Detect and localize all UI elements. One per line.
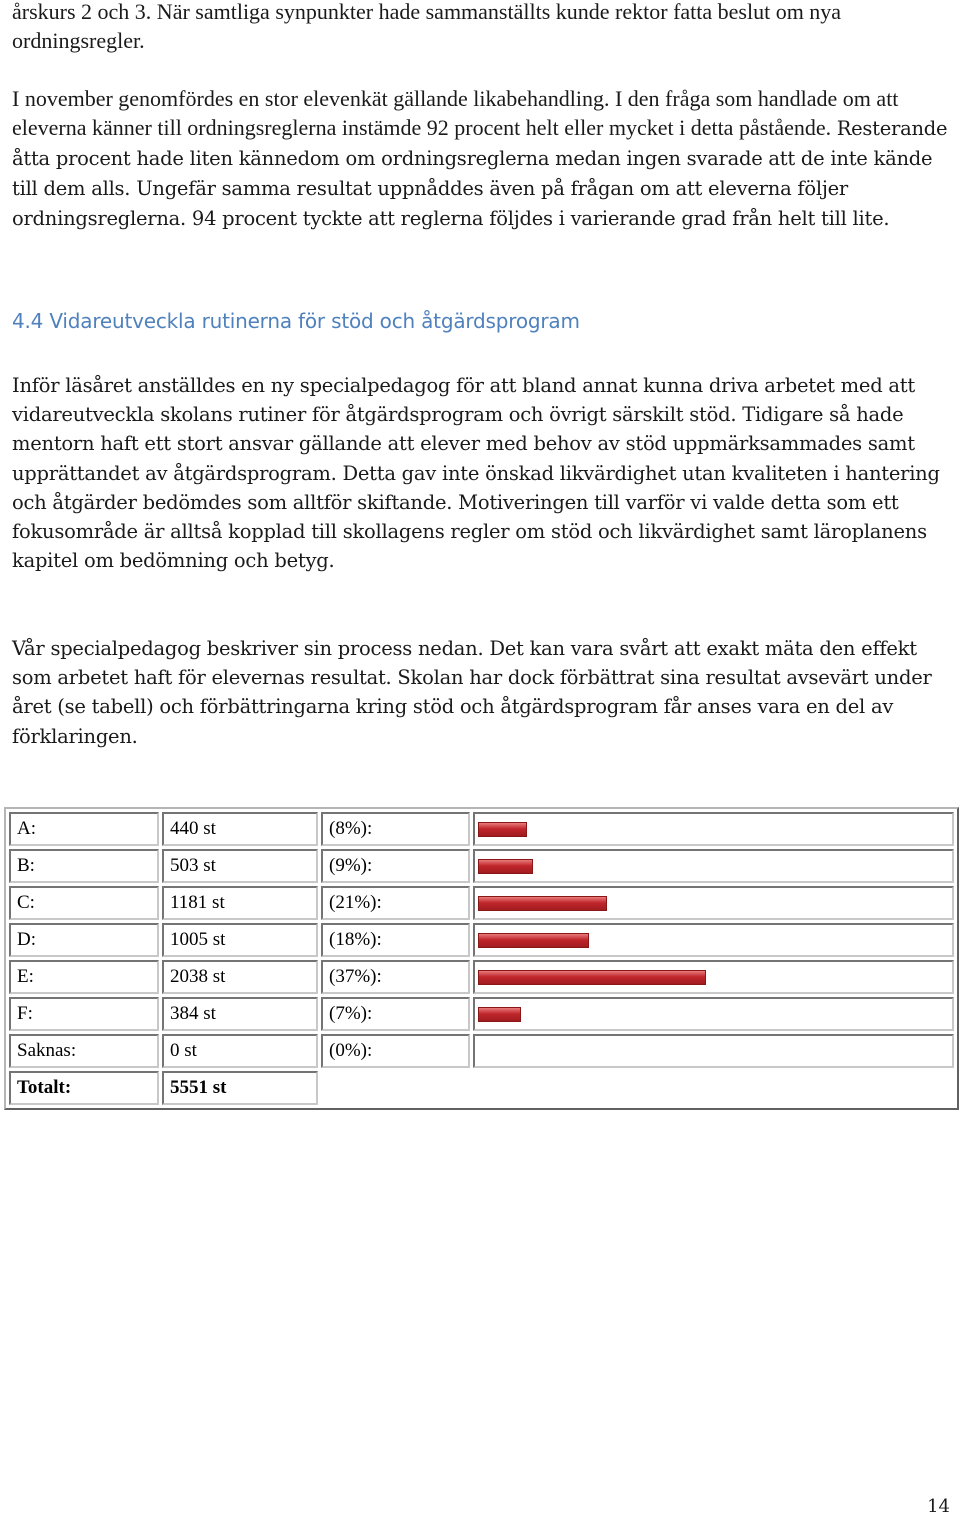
paragraph-survey-part2: Resterande åtta procent hade liten kännedom om ordningsreglerna medan ingen svarade att de inte kände till dem alls. Ungefär samma resultat uppnåddes även på frågan om att eleverna följer ordningsreglerna. 94 procent tyckte att reglerna följdes i varierande grad från helt till lite. — [12, 117, 948, 230]
count-cell: 384 st — [162, 997, 318, 1031]
table-row — [9, 923, 954, 957]
bar-cell — [473, 1034, 954, 1068]
total-empty-cell — [321, 1071, 470, 1105]
total-label: Totalt: — [9, 1071, 159, 1105]
grade-bar — [478, 970, 706, 985]
table-row — [9, 812, 954, 846]
count-cell: 0 st — [162, 1034, 318, 1068]
grades-table — [4, 807, 959, 1110]
grade-cell: F: — [9, 997, 159, 1031]
count-cell: 1181 st — [162, 886, 318, 920]
count-cell: 1005 st — [162, 923, 318, 957]
grade-bar — [478, 933, 589, 948]
grade-cell: B: — [9, 849, 159, 883]
count-cell: 440 st — [162, 812, 318, 846]
grade-cell: A: — [9, 812, 159, 846]
percent-cell: (37%): — [321, 960, 470, 994]
table-row — [9, 886, 954, 920]
section-heading: 4.4 Vidareutveckla rutinerna för stöd och åtgärdsprogram — [12, 309, 580, 333]
grade-bar — [478, 896, 607, 911]
table-row — [9, 1034, 954, 1068]
grade-cell: C: — [9, 886, 159, 920]
paragraph-section-process: Vår specialpedagog beskriver sin process nedan. Det kan vara svårt att exakt mäta den effekt som arbetet haft för elevernas resultat. Skolan har dock förbättrat sina resultat avsevärt under året (se tabell) och förbättringarna kring stöd och åtgärdsprogram får anses vara en del av förklaringen. — [12, 637, 932, 748]
table-row — [9, 997, 954, 1031]
percent-cell: (8%): — [321, 812, 470, 846]
table-row — [9, 849, 954, 883]
table-row — [9, 960, 954, 994]
grade-cell: E: — [9, 960, 159, 994]
table-total-row — [9, 1071, 954, 1105]
paragraph-survey — [12, 84, 948, 233]
bar-cell — [473, 997, 954, 1031]
grade-bar — [478, 1007, 521, 1022]
grade-bar — [478, 859, 533, 874]
bar-cell — [473, 960, 954, 994]
percent-cell: (9%): — [321, 849, 470, 883]
bar-cell — [473, 886, 954, 920]
paragraph-survey-part1: I november genomfördes en stor elevenkät gällande likabehandling. I den fråga som handlade om att eleverna känner till ordningsreglerna instämde 92 procent helt eller mycket i detta påstående. — [12, 86, 899, 140]
grade-cell: Saknas: — [9, 1034, 159, 1068]
percent-cell: (18%): — [321, 923, 470, 957]
percent-cell: (7%): — [321, 997, 470, 1031]
paragraph-intro-end: årskurs 2 och 3. När samtliga synpunkter hade sammanställts kunde rektor fatta beslut om nya ordningsregler. — [12, 0, 842, 53]
bar-cell — [473, 812, 954, 846]
bar-cell — [473, 923, 954, 957]
paragraph-section-intro: Inför läsåret anställdes en ny specialpedagog för att bland annat kunna driva arbetet med att vidareutveckla skolans rutiner för åtgärdsprogram och övrigt särskilt stöd. Tidigare så hade mentorn haft ett stort ansvar gällande att elever med behov av stöd uppmärksammades samt upprättandet av åtgärdsprogram. Detta gav inte önskad likvärdighet utan kvaliteten i hantering och åtgärder bedömdes som alltför skiftande. Motiveringen till varför vi valde detta som ett fokusområde är alltså kopplad till skollagens regler om stöd och likvärdighet samt läroplanens kapitel om bedömning och betyg. — [12, 374, 940, 573]
percent-cell: (21%): — [321, 886, 470, 920]
grade-bar — [478, 822, 527, 837]
count-cell: 503 st — [162, 849, 318, 883]
total-count: 5551 st — [162, 1071, 318, 1105]
grade-cell: D: — [9, 923, 159, 957]
percent-cell: (0%): — [321, 1034, 470, 1068]
page-number: 14 — [927, 1496, 950, 1517]
bar-cell — [473, 849, 954, 883]
total-empty-bar-cell — [473, 1071, 954, 1105]
count-cell: 2038 st — [162, 960, 318, 994]
